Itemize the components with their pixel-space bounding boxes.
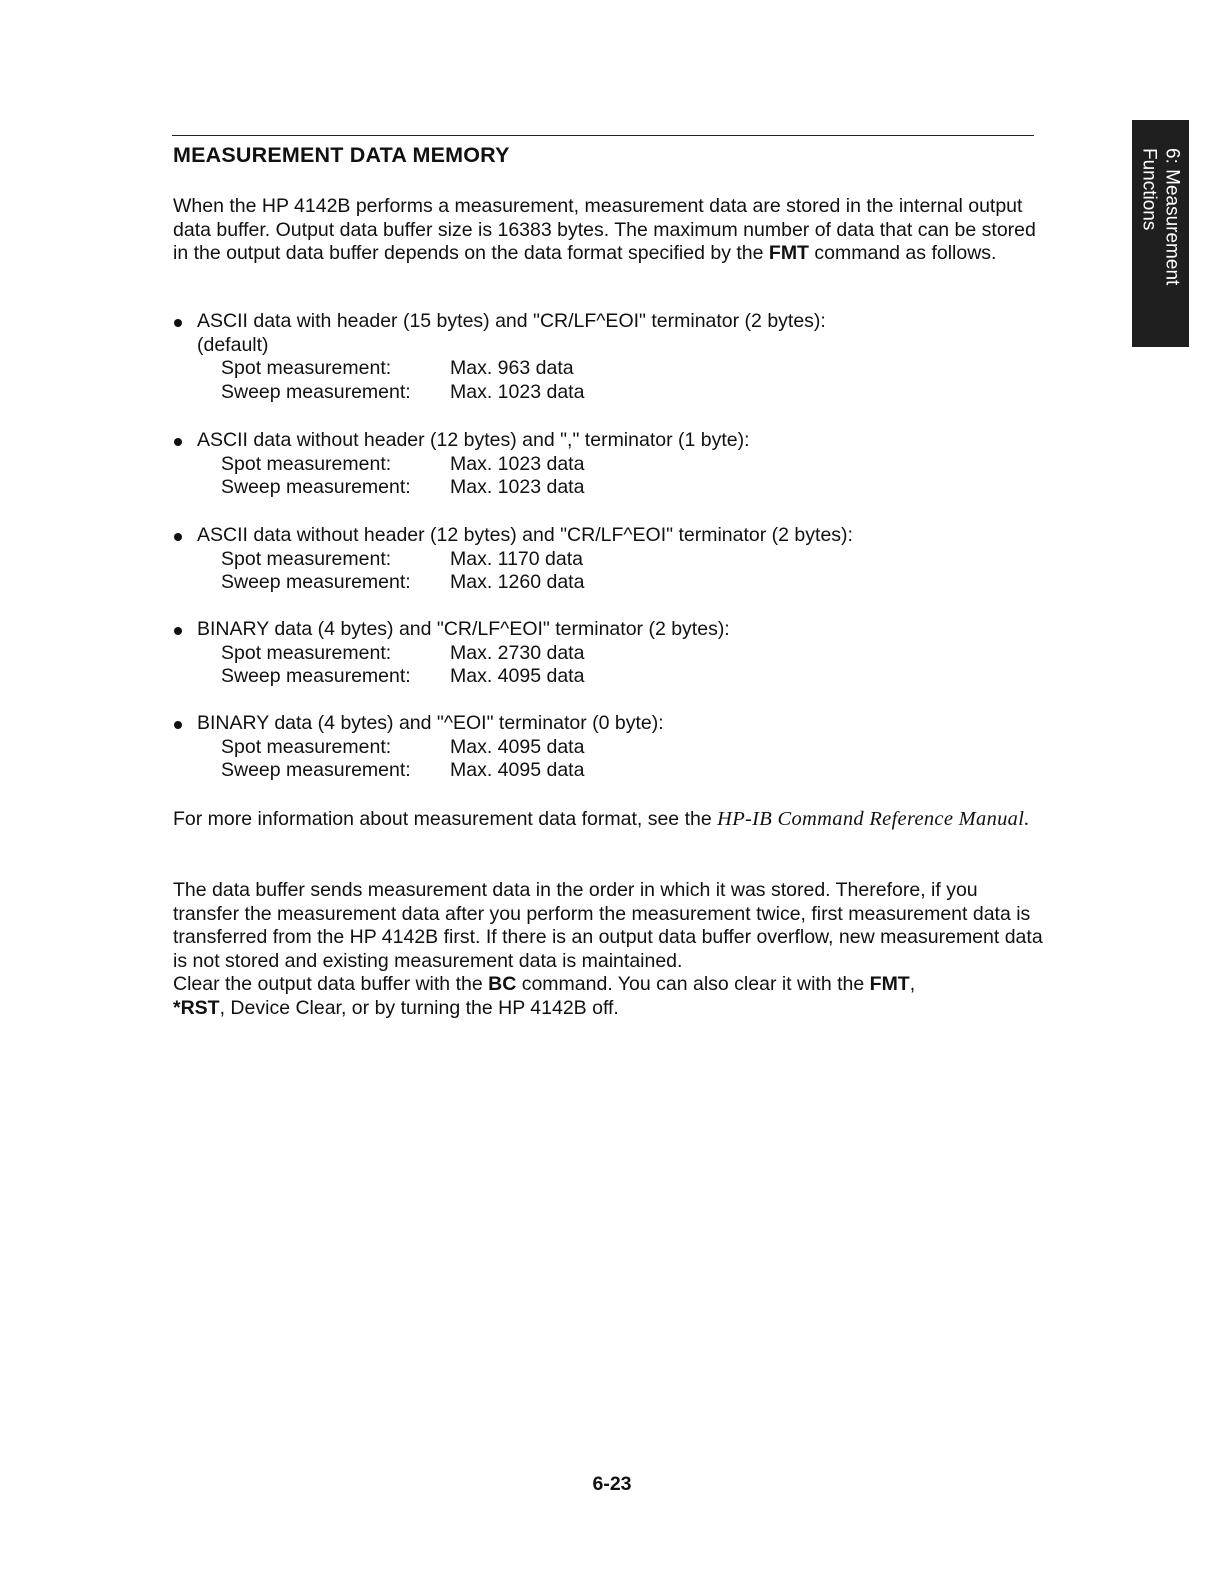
manual-title: HP-IB Command Reference Manual xyxy=(717,808,1025,830)
sweep-value: Max. 1023 data xyxy=(450,380,585,403)
sweep-value: Max. 4095 data xyxy=(450,759,585,781)
spot-value: Max. 2730 data xyxy=(450,641,585,664)
spot-label: Spot measurement: xyxy=(221,452,392,475)
format-item xyxy=(173,429,750,500)
reference-text: For more information about measurement data format, see the xyxy=(173,808,718,830)
spot-label: Spot measurement: xyxy=(221,735,392,758)
sweep-label: Sweep measurement: xyxy=(221,571,411,593)
sweep-row xyxy=(197,571,853,595)
format-item xyxy=(173,618,730,689)
page-number: 6-23 xyxy=(592,1473,632,1495)
chapter-tab-line1: 6: Measurement xyxy=(1161,148,1183,286)
bullet-icon xyxy=(174,721,182,729)
sweep-value: Max. 1260 data xyxy=(450,571,585,593)
intro-paragraph xyxy=(173,195,1043,266)
bc-command: BC xyxy=(488,973,517,995)
format-title: ASCII data without header (12 bytes) and "CR/LF^EOI" terminator (2 bytes): xyxy=(197,524,853,546)
chapter-tab xyxy=(1132,120,1189,347)
chapter-tab-line2: Functions xyxy=(1138,148,1160,231)
spot-row xyxy=(197,548,853,572)
spot-row xyxy=(197,642,730,666)
format-title: BINARY data (4 bytes) and "CR/LF^EOI" terminator (2 bytes): xyxy=(197,618,730,640)
spot-row xyxy=(197,453,750,477)
format-title: ASCII data with header (15 bytes) and "CR/LF^EOI" terminator (2 bytes): xyxy=(197,310,826,332)
heading-rule xyxy=(172,135,1034,136)
sweep-row xyxy=(197,476,750,500)
format-title: BINARY data (4 bytes) and "^EOI" terminator (0 byte): xyxy=(197,712,664,734)
sweep-value: Max. 1023 data xyxy=(450,476,585,498)
bullet-icon xyxy=(174,533,182,541)
buffer-paragraph xyxy=(173,879,1043,1020)
section-heading: MEASUREMENT DATA MEMORY xyxy=(173,143,510,167)
spot-label: Spot measurement: xyxy=(221,547,392,570)
spot-value: Max. 963 data xyxy=(450,357,574,379)
format-item xyxy=(173,524,853,595)
intro-text-1: When the HP 4142B performs a measurement, measurement data are stored in the internal output data buffer. Output data buffer size is 16383 bytes. The maximum number of data that can be stored in the output data buffer depends on the data format specified by the xyxy=(173,195,1036,264)
sweep-row xyxy=(197,381,826,405)
clear-text-3: , xyxy=(909,973,916,995)
bullet-icon xyxy=(174,319,182,327)
sweep-row xyxy=(197,759,664,783)
rst-command: *RST xyxy=(173,996,220,1019)
spot-label: Spot measurement: xyxy=(221,357,392,379)
clear-text-1: Clear the output data buffer with the xyxy=(173,973,489,995)
reference-end: . xyxy=(1024,808,1030,830)
sweep-label: Sweep measurement: xyxy=(221,759,411,781)
sweep-label: Sweep measurement: xyxy=(221,476,411,498)
format-title: ASCII data without header (12 bytes) and "," terminator (1 byte): xyxy=(197,429,750,451)
reference-paragraph xyxy=(173,808,1043,832)
fmt-command: FMT xyxy=(869,973,910,995)
spot-row xyxy=(197,736,664,760)
format-note: (default) xyxy=(197,333,269,356)
sweep-label: Sweep measurement: xyxy=(221,380,411,403)
bullet-icon xyxy=(174,627,182,635)
sweep-value: Max. 4095 data xyxy=(450,665,585,687)
sweep-row xyxy=(197,665,730,689)
spot-value: Max. 1170 data xyxy=(450,547,583,570)
format-item xyxy=(173,310,826,404)
spot-label: Spot measurement: xyxy=(221,641,392,664)
bullet-icon xyxy=(174,438,182,446)
sweep-label: Sweep measurement: xyxy=(221,665,411,687)
chapter-tab-label xyxy=(1138,120,1184,285)
spot-value: Max. 1023 data xyxy=(450,452,585,475)
buffer-order-text: The data buffer sends measurement data in the order in which it was stored. Therefore, if you transfer the measurement data after you perform the measurement twice, first measurement data is transferred from the HP 4142B first. If there is an output data buffer overflow, new measurement data is not stored and existing measurement data is maintained. xyxy=(173,879,1043,972)
spot-row xyxy=(197,357,826,381)
clear-buffer-text xyxy=(173,973,1043,1020)
clear-text-4: , Device Clear, or by turning the HP 4142B off. xyxy=(219,996,619,1019)
format-item xyxy=(173,712,664,783)
intro-text-2: command as follows. xyxy=(808,242,997,264)
fmt-command: FMT xyxy=(768,242,809,264)
spot-value: Max. 4095 data xyxy=(450,735,585,758)
clear-text-2: command. You can also clear it with the xyxy=(516,973,870,995)
